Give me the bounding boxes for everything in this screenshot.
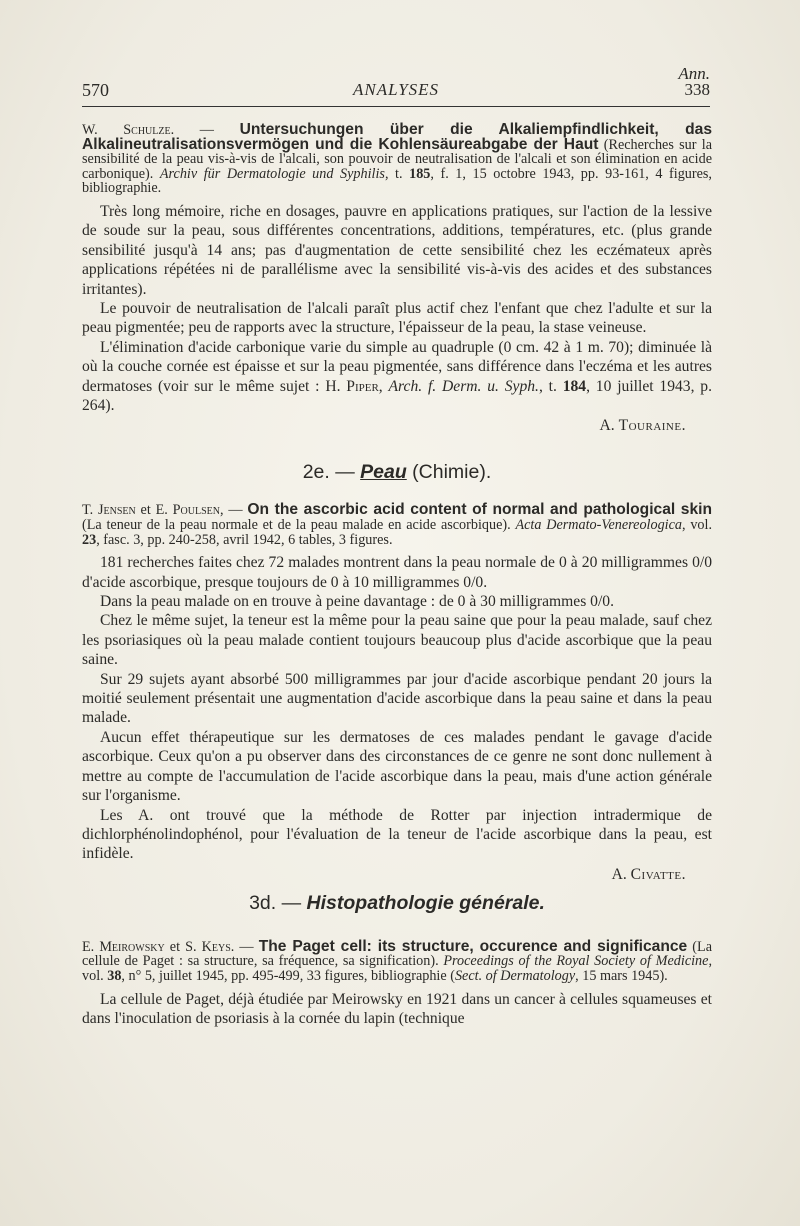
- paragraph: La cellule de Paget, déjà étudiée par Meirowsky en 1921 dans un cancer à cellules squameuses et dans l'inoculation de psoriasis à la cornée du lapin (technique: [82, 990, 712, 1027]
- paragraph: Aucun effet thérapeutique sur les dermatoses de ces malades pendant le gavage d'acide ascorbique. Ceux qu'on a pu observer dans des circonstances de ce genre ne sont donc nullement à mettre au compte de l'accumulation de l'acide ascorbique dans la peau, mais d'une action générale sur l'organisme.: [82, 728, 712, 805]
- journal-abbrev: Ann.: [678, 64, 710, 83]
- section-heading-3d: [82, 892, 712, 915]
- article-title: On the ascorbic acid content of normal and pathological skin: [247, 501, 713, 519]
- dash: —: [223, 502, 248, 519]
- section-subtitle: (Chimie).: [406, 461, 492, 484]
- author-name: Poulsen,: [172, 502, 224, 519]
- running-head: [82, 64, 710, 106]
- journal-name: Proceedings of the Royal Society of Medicine: [443, 953, 709, 970]
- title-translation: (Recherches sur la sensibilité de la peau vis-à-vis de l'alcali, son pouvoir de neutralisation de l'alcali et son élimination en acide carbonique).: [82, 136, 713, 182]
- paragraph: Le pouvoir de neutralisation de l'alcali paraît plus actif chez l'enfant que chez l'adulte et sur la peau pigmentée; peu de rapports avec la structure, l'épaisseur de la peau, la stase veineuse.: [82, 300, 712, 337]
- author-name: Jensen: [97, 502, 136, 519]
- ref-text: , vol.: [82, 953, 712, 984]
- volume: 185: [409, 165, 431, 182]
- author-initial: T.: [82, 502, 98, 519]
- cited-author: Piper,: [346, 377, 383, 395]
- cited-journal: Arch. f. Derm. u. Syph.: [388, 377, 539, 395]
- section-journal: Sect. of Dermatology: [454, 967, 576, 984]
- author-name: Meirowsky: [99, 938, 165, 955]
- page-number: 570: [82, 80, 109, 100]
- reviewer-signature: [82, 416, 712, 435]
- volume: 38: [107, 967, 122, 984]
- entry-3-reference: [82, 937, 712, 984]
- journal-name: Acta Dermato-Venereologica: [515, 517, 682, 534]
- ref-text: , f. 1, 15 octobre 1943, pp. 93-161, 4 figures, bibliographie.: [82, 165, 712, 197]
- section-keyword: Peau: [360, 461, 407, 484]
- volume-number: 338: [684, 80, 710, 99]
- article-title: The Paget cell: its structure, occurence and significance: [258, 937, 688, 955]
- paragraph: Dans la peau malade on en trouve à peine davantage : de 0 à 30 milligrammes 0/0.: [100, 593, 614, 611]
- paragraph: Les A. ont trouvé que la méthode de Rotter par injection intradermique de dichlorphénolindophénol, pour l'évaluation de la teneur de l'acide ascorbique dans la peau, est infidèle.: [82, 806, 712, 863]
- entry-1-reference: [82, 123, 712, 196]
- paragraph: 181 recherches faites chez 72 malades montrent dans la peau normale de 0 à 20 milligrammes 0/0 d'acide ascorbique, presque toujours de 0 à 10 milligrammes 0/0.: [82, 554, 712, 591]
- section-heading-2e: [82, 461, 712, 484]
- author-name: Schulze.: [123, 122, 175, 138]
- author-joiner: et E.: [135, 502, 173, 519]
- section-number: 2e. —: [302, 461, 361, 484]
- paragraph-text: L'élimination d'acide carbonique varie du simple au quadruple (0 cm. 42 à 1 m. 70); diminuée là où la couche cornée est épaisse et sur la peau pigmentée, sans différence dans l'eczéma et les autres dermatoses (voir sur le même sujet : H.: [82, 338, 712, 395]
- title-translation: (La cellule de Paget : sa structure, sa fréquence, sa signification).: [82, 938, 712, 970]
- ref-text: , vol.: [682, 517, 712, 534]
- signature-name: Civatte.: [630, 865, 686, 883]
- dash: —: [174, 122, 240, 138]
- running-title: ANALYSES: [352, 80, 440, 99]
- paragraph: [82, 338, 712, 416]
- title-translation: (La teneur de la peau normale et de la peau malade en acide ascorbique).: [82, 517, 516, 534]
- header-rule: [82, 106, 710, 107]
- volume: 23: [82, 531, 97, 548]
- signature-name: Touraine.: [618, 417, 686, 435]
- section-number: 3d. —: [249, 891, 307, 914]
- ref-text: , t.: [538, 377, 563, 395]
- reviewer-signature: [82, 865, 712, 884]
- ref-text: , n° 5, juillet 1945, pp. 495-499, 33 figures, bibliographie (: [121, 967, 455, 984]
- author-initial: E.: [82, 938, 100, 955]
- paragraph: Chez le même sujet, la teneur est la même pour la peau saine que pour la peau malade, sauf chez les psoriasiques où la peau malade contient toujours beaucoup plus d'acide ascorbique que la peau saine.: [82, 612, 712, 669]
- entry-2-reference: [82, 503, 712, 547]
- author-name: Keys.: [201, 938, 235, 955]
- paragraph: Très long mémoire, riche en dosages, pauvre en applications pratiques, sur l'action de la lessive de soude sur la peau, sous différentes concentrations, additions, températures, etc. (plus grande sensibilité jusqu'à 14 ans; pas d'augmentation de cette sensibilité chez les eczémateux après applications répétées ni de parallélisme avec la sensibilité vis-à-vis des acides et des substances irritantes).: [82, 202, 712, 298]
- dash: —: [234, 938, 259, 955]
- journal-name: Archiv für Dermatologie und Syphilis: [159, 165, 385, 182]
- ref-text: , fasc. 3, pp. 240-258, avril 1942, 6 tables, 3 figures.: [96, 531, 393, 548]
- cited-volume: 184: [562, 377, 587, 395]
- ref-text: , t.: [384, 165, 410, 182]
- signature-initial: A.: [599, 417, 619, 435]
- page-content: [82, 118, 712, 1028]
- author-joiner: et S.: [164, 938, 202, 955]
- signature-initial: A.: [611, 865, 631, 883]
- author-initial: W.: [82, 122, 124, 138]
- paragraph: Sur 29 sujets ayant absorbé 500 milligrammes par jour d'acide ascorbique pendant 20 jours la moitié seulement présentait une augmentation d'acide ascorbique dans la peau saine et dans la peau malade.: [82, 670, 712, 727]
- section-keyword: Histopathologie générale.: [306, 891, 545, 914]
- ref-text: , 10 juillet 1943, p. 264).: [82, 377, 712, 415]
- ref-text: , 15 mars 1945).: [575, 967, 668, 984]
- article-title: Untersuchungen über die Alkaliempfindlichkeit, das Alkalineutralisationsvermögen und die Kohlensäureabgabe der Haut: [82, 121, 713, 153]
